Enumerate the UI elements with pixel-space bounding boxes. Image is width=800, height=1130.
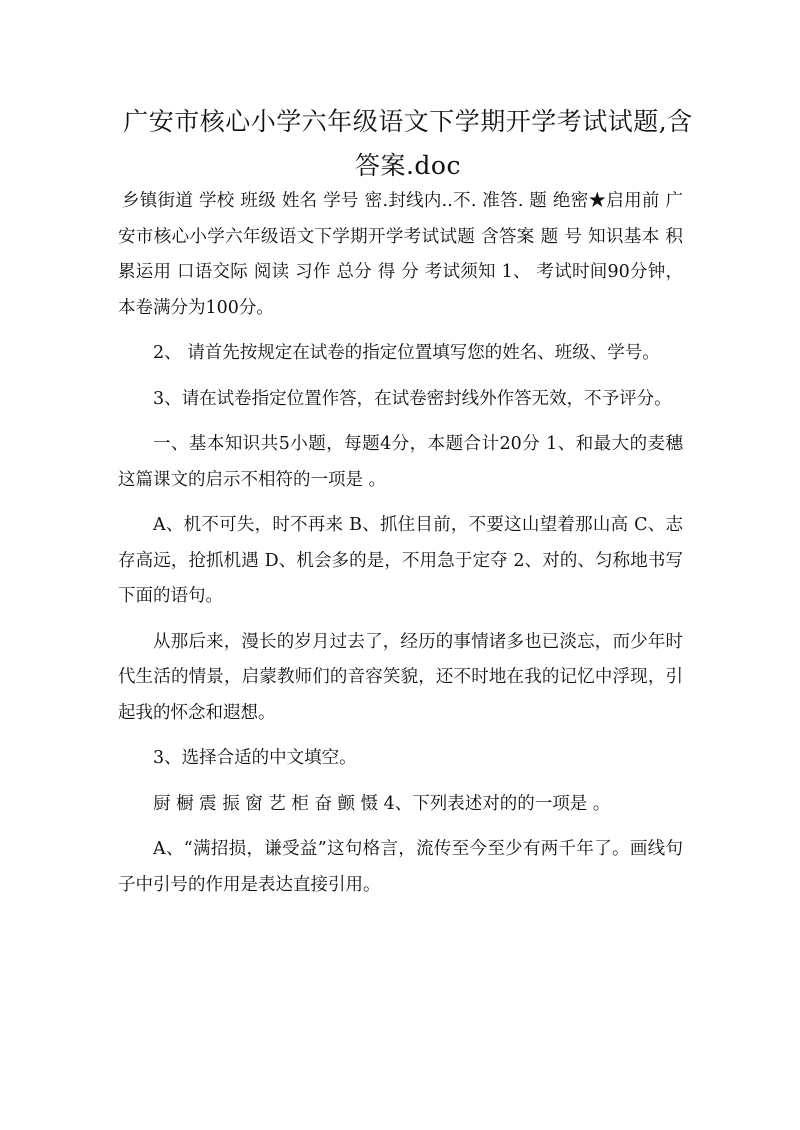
question-3-paragraph: 3、选择合适的中文填空。 xyxy=(153,748,357,768)
character-choices-paragraph: 厨 橱 震 振 窗 艺 柜 奋 颤 慑 4、下列表述对的的一项是 。 xyxy=(153,793,611,814)
instruction-2-paragraph: 2、 请首先按规定在试卷的指定位置填写您的姓名、班级、学号。 xyxy=(153,343,660,363)
section-1-heading-paragraph: 一、基本知识共5小题，每题4分，本题合计20分 1、和最大的麦穗这篇课文的启示不相符的一项是 。 xyxy=(118,434,683,490)
document-title: 广安市核心小学六年级语文下学期开学考试试题,含答案.doc xyxy=(123,107,693,180)
exam-header-paragraph: 乡镇街道 学校 班级 姓名 学号 密.封线内..不. 准答. 题 绝密★启用前 广安市核心小学六年级语文下学期开学考试试题 含答案 题 号 知识基本 积累运用 口语交际 阅读 习作 总分 得 分 考试须知 1、 考试时间90分钟，本卷满分为100分。 xyxy=(118,191,683,318)
instruction-3-paragraph: 3、请在试卷指定位置作答，在试卷密封线外作答无效，不予评分。 xyxy=(153,388,672,409)
question-1-options-paragraph: A、机不可失，时不再来 B、抓住目前，不要这山望着那山高 C、志存高远，抢抓机遇 D、机会多的是，不用急于定夺 2、对的、匀称地书写下面的语句。 xyxy=(118,515,683,606)
question-4-option-a-paragraph: A、“满招损，谦受益”这句格言，流传至今至少有两千年了。画线句子中引号的作用是表达直接引用。 xyxy=(118,839,683,895)
copy-passage-paragraph: 从那后来，漫长的岁月过去了，经历的事情诸多也已淡忘，而少年时代生活的情景，启蒙教师们的音容笑貌，还不时地在我的记忆中浮现，引起我的怀念和遐想。 xyxy=(118,631,683,723)
document-body xyxy=(118,184,683,913)
